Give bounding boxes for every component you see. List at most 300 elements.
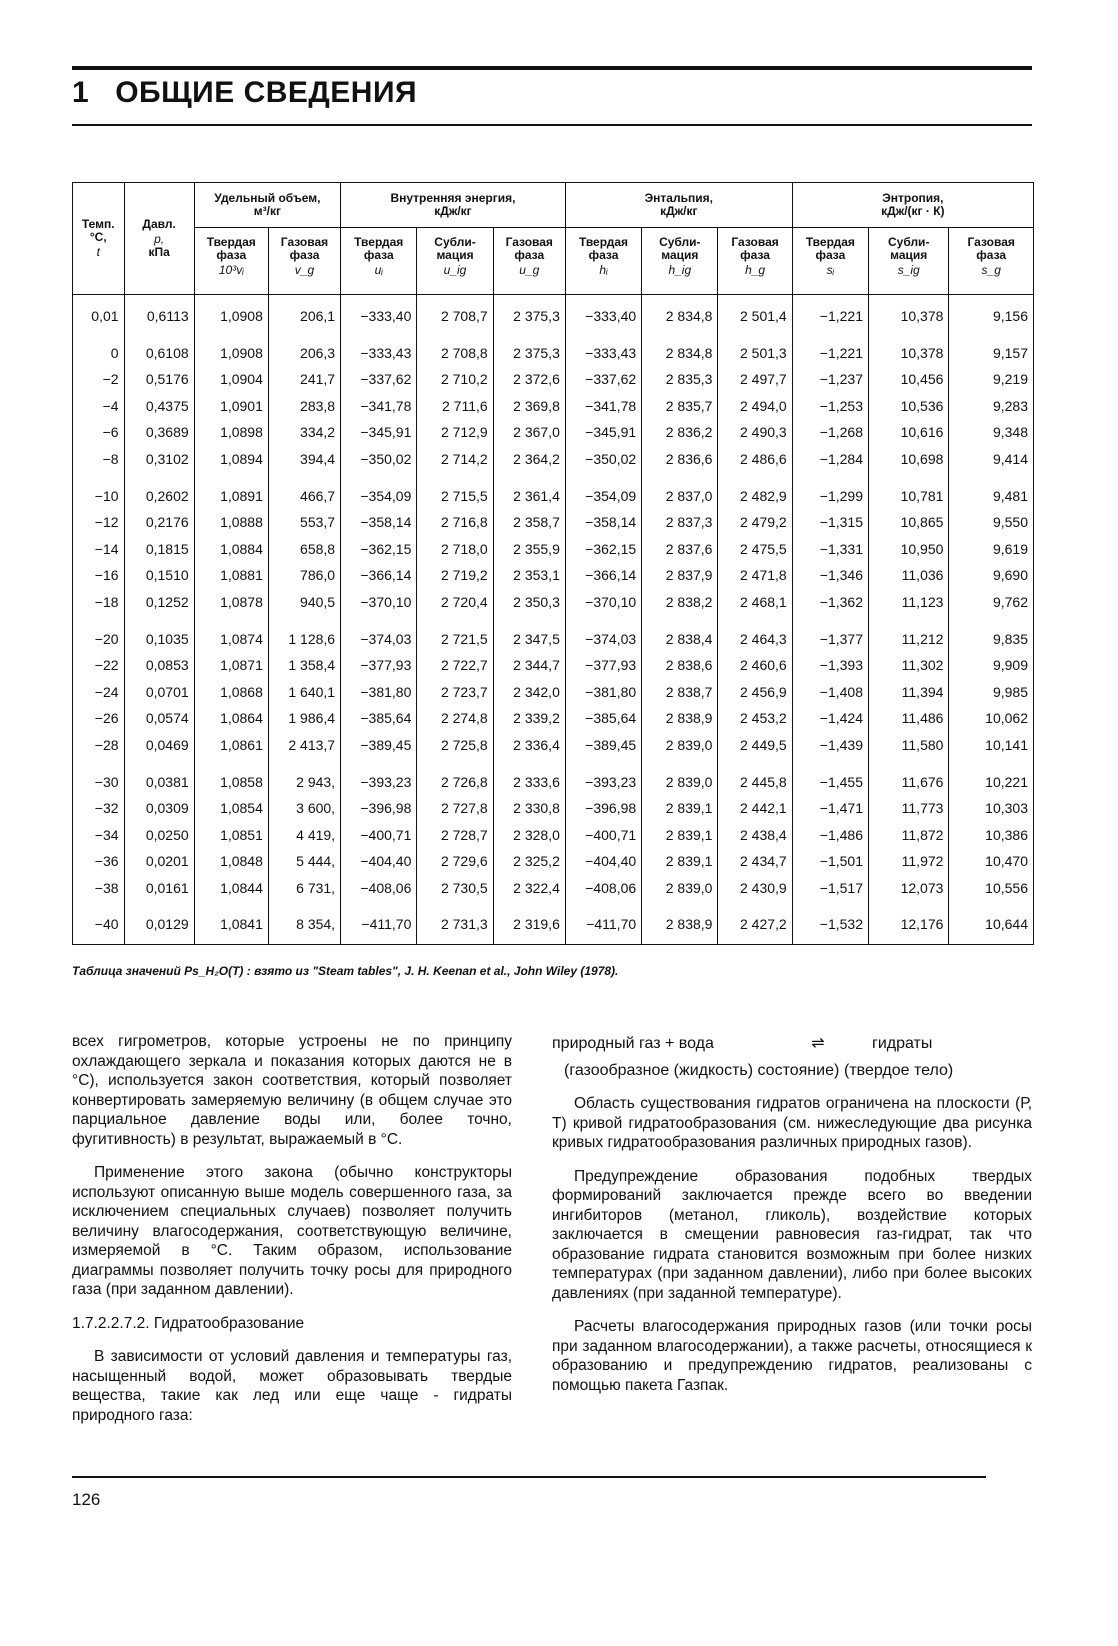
- table-cell: −30: [73, 759, 125, 796]
- table-row: [73, 446, 1034, 473]
- table-cell: 2 712,9: [417, 419, 493, 446]
- table-cell: 2 839,0: [642, 732, 718, 759]
- table-cell: 0,1252: [124, 589, 194, 616]
- table-cell: 0,0381: [124, 759, 194, 796]
- table-cell: 2 325,2: [493, 848, 565, 875]
- table-cell: −40: [73, 901, 125, 944]
- table-cell: 9,156: [949, 295, 1034, 330]
- table-cell: −350,02: [341, 446, 417, 473]
- table-cell: 10,221: [949, 759, 1034, 796]
- table-cell: 2 720,4: [417, 589, 493, 616]
- table-cell: 9,762: [949, 589, 1034, 616]
- table-row: [73, 822, 1034, 849]
- table-cell: 1,0874: [194, 616, 268, 653]
- table-cell: 0,0250: [124, 822, 194, 849]
- table-cell: 2 837,3: [642, 509, 718, 536]
- table-caption: Таблица значений Ps_H₂O(T) : взято из "Steam tables", J. H. Keenan et al., John Wiley (1978).: [72, 964, 619, 978]
- table-cell: −345,91: [341, 419, 417, 446]
- table-cell: −14: [73, 536, 125, 563]
- table-cell: 1,0908: [194, 295, 268, 330]
- table-cell: 2 274,8: [417, 705, 493, 732]
- table-cell: 9,909: [949, 652, 1034, 679]
- table-cell: 2 837,0: [642, 473, 718, 510]
- table-cell: −411,70: [341, 901, 417, 944]
- table-cell: 0,0853: [124, 652, 194, 679]
- left-column: [72, 1032, 512, 1439]
- table-cell: 2 445,8: [718, 759, 792, 796]
- table-cell: 10,950: [869, 536, 949, 563]
- table-cell: 2 494,0: [718, 393, 792, 420]
- table-cell: 10,556: [949, 875, 1034, 902]
- table-cell: 2 460,6: [718, 652, 792, 679]
- table-cell: 2 355,9: [493, 536, 565, 563]
- table-row: [73, 705, 1034, 732]
- table-cell: 2 497,7: [718, 366, 792, 393]
- table-cell: 1,0858: [194, 759, 268, 796]
- table-cell: 2 486,6: [718, 446, 792, 473]
- table-cell: −1,237: [792, 366, 868, 393]
- table-row: [73, 848, 1034, 875]
- chapter-title: ОБЩИЕ СВЕДЕНИЯ: [115, 76, 418, 109]
- table-cell: 2 333,6: [493, 759, 565, 796]
- table-cell: −389,45: [565, 732, 641, 759]
- table-cell: 2 350,3: [493, 589, 565, 616]
- paragraph: всех гигрометров, которые устроены не по принципу охлаждающего зеркала и показания которых даются не в °С), используется закон соответствия, который позволяет конвертировать замеряемую величину (в общем случае это парциальное давление воды или, более точно, фугитивность) в результат, выражаемый в °С.: [72, 1033, 512, 1148]
- table-cell: 11,972: [869, 848, 949, 875]
- table-cell: 10,141: [949, 732, 1034, 759]
- table-cell: −408,06: [341, 875, 417, 902]
- header-pressure: Давл. p, кПа: [124, 183, 194, 295]
- table-cell: 10,062: [949, 705, 1034, 732]
- table-cell: −28: [73, 732, 125, 759]
- table-cell: 2 727,8: [417, 795, 493, 822]
- table-cell: −333,40: [341, 295, 417, 330]
- table-cell: 2 943,: [268, 759, 340, 796]
- table-cell: 206,3: [268, 330, 340, 367]
- table-cell: −10: [73, 473, 125, 510]
- subheader-cell: Твердая фаза sᵢ: [792, 228, 868, 295]
- table-cell: 553,7: [268, 509, 340, 536]
- subheader-cell: Твердая фаза uᵢ: [341, 228, 417, 295]
- table-cell: 2 839,0: [642, 875, 718, 902]
- table-row: [73, 295, 1034, 330]
- paragraph: Расчеты влагосодержания природных газов (или точки росы при заданном влагосодержании), а также расчеты, относящиеся к образованию и предупреждению гидратов, реализованы с помощью пакета Газпак.: [552, 1318, 1032, 1394]
- equation-state-left: (газообразное (жидкость) состояние): [564, 1062, 840, 1079]
- table-cell: −1,517: [792, 875, 868, 902]
- equation-state-right: (твердое тело): [844, 1062, 954, 1079]
- table-cell: −358,14: [565, 509, 641, 536]
- paragraph: Область существования гидратов ограничена на плоскости (Р, Т) кривой гидратообразования (см. нижеследующие два рисунка кривых гидратообразования различных природных газов).: [552, 1095, 1032, 1151]
- table-cell: 2 718,0: [417, 536, 493, 563]
- table-cell: 786,0: [268, 562, 340, 589]
- table-row: [73, 589, 1034, 616]
- table-cell: −354,09: [565, 473, 641, 510]
- table-cell: −400,71: [341, 822, 417, 849]
- table-cell: 1 986,4: [268, 705, 340, 732]
- table-cell: 1 128,6: [268, 616, 340, 653]
- paragraph: Предупреждение образования подобных твердых формирований заключается прежде всего во введении ингибиторов (метанол, гликоль), воздействие которых заключается в смещении равновесия газ-гидрат, так что образование гидрата становится возможным при более низких температурах (при заданном давлении), либо при более высоких давлениях (при заданной температуре).: [552, 1167, 1032, 1302]
- table-cell: 2 464,3: [718, 616, 792, 653]
- table-cell: 2 449,5: [718, 732, 792, 759]
- table-cell: 2 322,4: [493, 875, 565, 902]
- table-cell: 2 330,8: [493, 795, 565, 822]
- table-cell: 10,616: [869, 419, 949, 446]
- footer-rule: [72, 1476, 986, 1478]
- table-cell: 2 716,8: [417, 509, 493, 536]
- table-cell: 334,2: [268, 419, 340, 446]
- table-cell: 394,4: [268, 446, 340, 473]
- table-cell: −350,02: [565, 446, 641, 473]
- table-cell: 0,6108: [124, 330, 194, 367]
- page-number: 126: [72, 1490, 101, 1509]
- table-cell: −1,377: [792, 616, 868, 653]
- table-cell: 1,0868: [194, 679, 268, 706]
- table-cell: 10,698: [869, 446, 949, 473]
- paragraph: В зависимости от условий давления и температуры газ, насыщенный водой, может образовывать твердые вещества, такие как лед или еще чаще - гидраты природного газа:: [72, 1348, 512, 1424]
- table-cell: 11,123: [869, 589, 949, 616]
- paragraph: Применение этого закона (обычно конструкторы используют описанную выше модель совершенного газа, за исключением специальных случаев) позволяет получить величину влагосодержания, соответствующую величине, измеряемой в °С. Таким образом, использование диаграммы позволяет получить точку росы для природного газа (при заданном давлении).: [72, 1164, 512, 1298]
- table-cell: 2 721,5: [417, 616, 493, 653]
- table-row: [73, 679, 1034, 706]
- table-cell: 9,835: [949, 616, 1034, 653]
- table-cell: 1,0878: [194, 589, 268, 616]
- table-cell: −374,03: [565, 616, 641, 653]
- table-cell: 2 726,8: [417, 759, 493, 796]
- table-cell: 10,386: [949, 822, 1034, 849]
- table-cell: 2 430,9: [718, 875, 792, 902]
- table-cell: 2 725,8: [417, 732, 493, 759]
- table-cell: 9,550: [949, 509, 1034, 536]
- table-cell: 2 336,4: [493, 732, 565, 759]
- table-cell: 2 839,1: [642, 822, 718, 849]
- table-cell: 10,378: [869, 295, 949, 330]
- table-cell: −333,40: [565, 295, 641, 330]
- table-cell: 8 354,: [268, 901, 340, 944]
- table-row: [73, 732, 1034, 759]
- table-cell: 0,0309: [124, 795, 194, 822]
- table-cell: −1,455: [792, 759, 868, 796]
- table-cell: 241,7: [268, 366, 340, 393]
- table-cell: −2: [73, 366, 125, 393]
- table-cell: 2 358,7: [493, 509, 565, 536]
- table-row: [73, 901, 1034, 944]
- table-cell: 2 353,1: [493, 562, 565, 589]
- table-cell: −12: [73, 509, 125, 536]
- table-cell: 2 456,9: [718, 679, 792, 706]
- table-cell: −354,09: [341, 473, 417, 510]
- subheader-cell: Газовая фаза u_g: [493, 228, 565, 295]
- table-cell: 2 711,6: [417, 393, 493, 420]
- table-cell: 2 438,4: [718, 822, 792, 849]
- table-cell: −381,80: [341, 679, 417, 706]
- table-cell: −385,64: [565, 705, 641, 732]
- table-cell: −404,40: [341, 848, 417, 875]
- table-cell: 2 375,3: [493, 295, 565, 330]
- table-cell: 2 347,5: [493, 616, 565, 653]
- table-cell: 10,456: [869, 366, 949, 393]
- table-cell: −374,03: [341, 616, 417, 653]
- table-cell: 2 479,2: [718, 509, 792, 536]
- table-cell: 2 413,7: [268, 732, 340, 759]
- table-cell: −1,253: [792, 393, 868, 420]
- table-cell: 1,0841: [194, 901, 268, 944]
- table-cell: −393,23: [565, 759, 641, 796]
- table-cell: −1,532: [792, 901, 868, 944]
- table-cell: −8: [73, 446, 125, 473]
- table-cell: 2 839,0: [642, 759, 718, 796]
- table-cell: −1,393: [792, 652, 868, 679]
- table-cell: 2 708,8: [417, 330, 493, 367]
- table-cell: 2 836,6: [642, 446, 718, 473]
- table-cell: 10,536: [869, 393, 949, 420]
- table-cell: 0,01: [73, 295, 125, 330]
- table-cell: 2 442,1: [718, 795, 792, 822]
- table-cell: 2 837,9: [642, 562, 718, 589]
- table-cell: 0,6113: [124, 295, 194, 330]
- table-cell: 0,5176: [124, 366, 194, 393]
- table-cell: 11,486: [869, 705, 949, 732]
- table-cell: −4: [73, 393, 125, 420]
- table-cell: 2 730,5: [417, 875, 493, 902]
- subheader-cell: Газовая фаза v_g: [268, 228, 340, 295]
- table-cell: −377,93: [565, 652, 641, 679]
- table-cell: 2 364,2: [493, 446, 565, 473]
- table-row: [73, 330, 1034, 367]
- table-cell: 2 468,1: [718, 589, 792, 616]
- table-cell: 1,0848: [194, 848, 268, 875]
- table-cell: 5 444,: [268, 848, 340, 875]
- table-cell: 2 490,3: [718, 419, 792, 446]
- subheader-cell: Субли-мация u_ig: [417, 228, 493, 295]
- table-cell: −396,98: [565, 795, 641, 822]
- table-cell: 9,690: [949, 562, 1034, 589]
- table-cell: 2 475,5: [718, 536, 792, 563]
- table-cell: −38: [73, 875, 125, 902]
- table-cell: 1,0864: [194, 705, 268, 732]
- table-cell: −18: [73, 589, 125, 616]
- table-row: [73, 473, 1034, 510]
- table-cell: −408,06: [565, 875, 641, 902]
- table-cell: −411,70: [565, 901, 641, 944]
- subheader-cell: Субли-мация h_ig: [642, 228, 718, 295]
- table-cell: 2 375,3: [493, 330, 565, 367]
- table-cell: 0,4375: [124, 393, 194, 420]
- table-cell: −337,62: [341, 366, 417, 393]
- table-row: [73, 536, 1034, 563]
- table-cell: 2 838,9: [642, 705, 718, 732]
- table-cell: 2 319,6: [493, 901, 565, 944]
- table-cell: 2 427,2: [718, 901, 792, 944]
- table-cell: −1,221: [792, 330, 868, 367]
- table-cell: 2 715,5: [417, 473, 493, 510]
- table-row: [73, 509, 1034, 536]
- table-cell: 2 369,8: [493, 393, 565, 420]
- table-cell: 2 839,1: [642, 848, 718, 875]
- table-cell: 2 835,7: [642, 393, 718, 420]
- table-cell: −1,346: [792, 562, 868, 589]
- table-cell: −1,221: [792, 295, 868, 330]
- table-cell: 9,414: [949, 446, 1034, 473]
- table-cell: −362,15: [565, 536, 641, 563]
- table-cell: 10,865: [869, 509, 949, 536]
- table-cell: 1,0894: [194, 446, 268, 473]
- table-cell: −26: [73, 705, 125, 732]
- table-row: [73, 616, 1034, 653]
- equation-states: [552, 1060, 1032, 1082]
- table-cell: −1,501: [792, 848, 868, 875]
- table-cell: −337,62: [565, 366, 641, 393]
- table-cell: −1,331: [792, 536, 868, 563]
- table-cell: 2 344,7: [493, 652, 565, 679]
- table-cell: 2 722,7: [417, 652, 493, 679]
- table-cell: 10,781: [869, 473, 949, 510]
- table-cell: 2 471,8: [718, 562, 792, 589]
- table-cell: 1 640,1: [268, 679, 340, 706]
- table-cell: −1,439: [792, 732, 868, 759]
- table-cell: −381,80: [565, 679, 641, 706]
- table-row: [73, 759, 1034, 796]
- table-cell: 0,2176: [124, 509, 194, 536]
- table-cell: 2 501,3: [718, 330, 792, 367]
- table-cell: −34: [73, 822, 125, 849]
- table-cell: 2 723,7: [417, 679, 493, 706]
- table-cell: −24: [73, 679, 125, 706]
- table-cell: 9,481: [949, 473, 1034, 510]
- table-cell: 2 838,7: [642, 679, 718, 706]
- table-cell: 0,0129: [124, 901, 194, 944]
- table-cell: −358,14: [341, 509, 417, 536]
- table-cell: 466,7: [268, 473, 340, 510]
- table-cell: 0,0201: [124, 848, 194, 875]
- table-row: [73, 366, 1034, 393]
- table-cell: −20: [73, 616, 125, 653]
- table-row: [73, 652, 1034, 679]
- table-cell: 0,1510: [124, 562, 194, 589]
- header-rule: [72, 124, 1032, 126]
- table-cell: 6 731,: [268, 875, 340, 902]
- table-cell: 1,0901: [194, 393, 268, 420]
- subheader-cell: Газовая фаза s_g: [949, 228, 1034, 295]
- table-cell: 0,3689: [124, 419, 194, 446]
- table-cell: 2 834,8: [642, 295, 718, 330]
- table-row: [73, 795, 1034, 822]
- table-cell: −1,284: [792, 446, 868, 473]
- table-cell: 2 372,6: [493, 366, 565, 393]
- table-cell: 2 710,2: [417, 366, 493, 393]
- table-cell: 2 719,2: [417, 562, 493, 589]
- table-cell: −404,40: [565, 848, 641, 875]
- table-cell: −393,23: [341, 759, 417, 796]
- table-cell: 10,303: [949, 795, 1034, 822]
- table-row: [73, 562, 1034, 589]
- table-cell: −1,471: [792, 795, 868, 822]
- table-cell: 4 419,: [268, 822, 340, 849]
- table-cell: −370,10: [341, 589, 417, 616]
- table-cell: 12,176: [869, 901, 949, 944]
- table-cell: 0,0701: [124, 679, 194, 706]
- table-cell: 0,0161: [124, 875, 194, 902]
- table-cell: 9,348: [949, 419, 1034, 446]
- table-cell: 0: [73, 330, 125, 367]
- table-cell: −1,268: [792, 419, 868, 446]
- section-heading: 1.7.2.2.7.2. Гидратообразование: [72, 1314, 305, 1332]
- group-header-enthalpy: Энтальпия, кДж/кг: [565, 183, 792, 228]
- table-cell: 10,470: [949, 848, 1034, 875]
- table-cell: 2 339,2: [493, 705, 565, 732]
- table-cell: 1 358,4: [268, 652, 340, 679]
- table-cell: −362,15: [341, 536, 417, 563]
- table-cell: 2 714,2: [417, 446, 493, 473]
- table-cell: −32: [73, 795, 125, 822]
- subheader-cell: Твердая фаза 10³vᵢ: [194, 228, 268, 295]
- table-cell: −345,91: [565, 419, 641, 446]
- table-cell: −400,71: [565, 822, 641, 849]
- table-cell: 12,073: [869, 875, 949, 902]
- table-cell: 0,2602: [124, 473, 194, 510]
- table-cell: 9,157: [949, 330, 1034, 367]
- table-cell: 2 838,6: [642, 652, 718, 679]
- table-cell: 2 835,3: [642, 366, 718, 393]
- table-cell: 2 434,7: [718, 848, 792, 875]
- table-cell: 1,0904: [194, 366, 268, 393]
- table-cell: −341,78: [565, 393, 641, 420]
- table-cell: 2 728,7: [417, 822, 493, 849]
- table-cell: 11,212: [869, 616, 949, 653]
- table-cell: 658,8: [268, 536, 340, 563]
- table-cell: 0,0574: [124, 705, 194, 732]
- table-cell: 1,0861: [194, 732, 268, 759]
- table-cell: 2 453,2: [718, 705, 792, 732]
- table-row: [73, 875, 1034, 902]
- table-cell: −366,14: [565, 562, 641, 589]
- table-cell: 11,773: [869, 795, 949, 822]
- table-cell: 206,1: [268, 295, 340, 330]
- table-cell: 1,0851: [194, 822, 268, 849]
- table-cell: 1,0871: [194, 652, 268, 679]
- table-cell: −1,315: [792, 509, 868, 536]
- hydrate-equation: [552, 1032, 1032, 1056]
- table-cell: 2 836,2: [642, 419, 718, 446]
- table-cell: 11,394: [869, 679, 949, 706]
- table-cell: −22: [73, 652, 125, 679]
- table-cell: −377,93: [341, 652, 417, 679]
- table-cell: −333,43: [341, 330, 417, 367]
- table-cell: 9,619: [949, 536, 1034, 563]
- table-cell: −16: [73, 562, 125, 589]
- top-rule: [72, 66, 1032, 70]
- table-cell: 1,0844: [194, 875, 268, 902]
- table-cell: 11,580: [869, 732, 949, 759]
- chapter-number: 1: [72, 76, 90, 109]
- table-cell: 0,1815: [124, 536, 194, 563]
- table-cell: −341,78: [341, 393, 417, 420]
- table-cell: 2 839,1: [642, 795, 718, 822]
- table-cell: 2 838,4: [642, 616, 718, 653]
- table-cell: 2 838,9: [642, 901, 718, 944]
- table-cell: 1,0884: [194, 536, 268, 563]
- table-row: [73, 393, 1034, 420]
- right-column: [552, 1032, 1032, 1409]
- table-cell: 3 600,: [268, 795, 340, 822]
- table-cell: 0,1035: [124, 616, 194, 653]
- table-cell: −36: [73, 848, 125, 875]
- table-cell: 0,3102: [124, 446, 194, 473]
- table-cell: 10,644: [949, 901, 1034, 944]
- table-cell: −1,424: [792, 705, 868, 732]
- table-cell: 0,0469: [124, 732, 194, 759]
- table-cell: 1,0881: [194, 562, 268, 589]
- table-cell: 2 708,7: [417, 295, 493, 330]
